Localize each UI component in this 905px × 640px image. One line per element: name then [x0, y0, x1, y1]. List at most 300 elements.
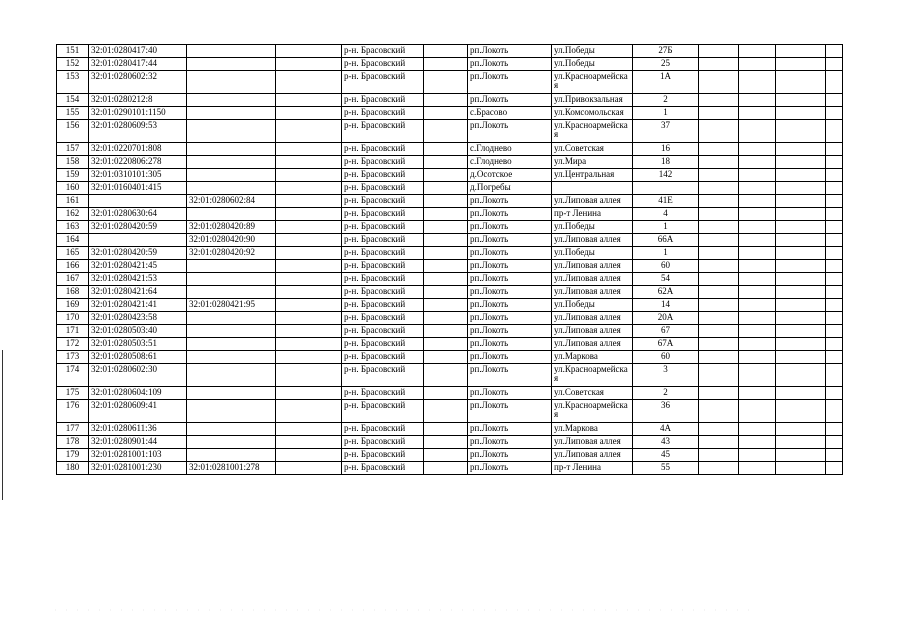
cadastral-number-cell: 32:01:0280417:44 — [89, 58, 187, 71]
empty-cell — [699, 338, 739, 351]
district-cell: р-н. Брасовский — [342, 462, 424, 475]
table-row — [57, 247, 843, 260]
empty-cell — [826, 299, 843, 312]
empty-cell — [776, 94, 826, 107]
empty-cell — [424, 247, 468, 260]
linked-cadastral-number-cell — [187, 182, 276, 195]
house-number-cell: 2 — [633, 94, 699, 107]
empty-cell — [699, 299, 739, 312]
row-number-cell: 163 — [57, 221, 89, 234]
locality-cell: рп.Локоть — [468, 208, 552, 221]
table-row — [57, 234, 843, 247]
row-number-cell: 168 — [57, 286, 89, 299]
table-row — [57, 195, 843, 208]
empty-cell — [776, 325, 826, 338]
empty-cell — [276, 436, 342, 449]
locality-cell: рп.Локоть — [468, 436, 552, 449]
linked-cadastral-number-cell — [187, 71, 276, 94]
row-number-cell: 152 — [57, 58, 89, 71]
cadastral-number-cell: 32:01:0280503:40 — [89, 325, 187, 338]
row-number-cell: 169 — [57, 299, 89, 312]
cadastral-number-cell: 32:01:0290101:1150 — [89, 107, 187, 120]
district-cell: р-н. Брасовский — [342, 120, 424, 143]
locality-cell: рп.Локоть — [468, 247, 552, 260]
empty-cell — [699, 387, 739, 400]
locality-cell: рп.Локоть — [468, 462, 552, 475]
empty-cell — [826, 325, 843, 338]
cadastral-number-cell: 32:01:0280630:64 — [89, 208, 187, 221]
row-number-cell: 158 — [57, 156, 89, 169]
empty-cell — [699, 260, 739, 273]
district-cell: р-н. Брасовский — [342, 260, 424, 273]
table-row — [57, 273, 843, 286]
district-cell: р-н. Брасовский — [342, 94, 424, 107]
empty-cell — [739, 299, 776, 312]
street-cell: ул.Победы — [552, 221, 633, 234]
empty-cell — [739, 449, 776, 462]
empty-cell — [826, 423, 843, 436]
empty-cell — [739, 143, 776, 156]
empty-cell — [739, 286, 776, 299]
cadastral-number-cell: 32:01:0280602:32 — [89, 71, 187, 94]
street-cell: ул.Победы — [552, 45, 633, 58]
cadastral-number-cell: 32:01:0280421:45 — [89, 260, 187, 273]
street-cell: ул.Липовая аллея — [552, 436, 633, 449]
empty-cell — [424, 260, 468, 273]
street-cell: ул.Липовая аллея — [552, 234, 633, 247]
empty-cell — [739, 364, 776, 387]
empty-cell — [424, 234, 468, 247]
table-row — [57, 400, 843, 423]
scan-edge-line — [2, 350, 3, 500]
empty-cell — [276, 312, 342, 325]
house-number-cell: 66А — [633, 234, 699, 247]
linked-cadastral-number-cell — [187, 387, 276, 400]
locality-cell: рп.Локоть — [468, 71, 552, 94]
empty-cell — [739, 120, 776, 143]
street-cell: ул.Маркова — [552, 351, 633, 364]
row-number-cell: 180 — [57, 462, 89, 475]
empty-cell — [776, 351, 826, 364]
property-registry-table — [56, 44, 843, 475]
empty-cell — [826, 107, 843, 120]
empty-cell — [776, 364, 826, 387]
table-row — [57, 208, 843, 221]
empty-cell — [424, 169, 468, 182]
locality-cell: рп.Локоть — [468, 120, 552, 143]
table-row — [57, 221, 843, 234]
empty-cell — [276, 423, 342, 436]
table-row — [57, 156, 843, 169]
house-number-cell: 1 — [633, 221, 699, 234]
empty-cell — [739, 94, 776, 107]
row-number-cell: 175 — [57, 387, 89, 400]
row-number-cell: 166 — [57, 260, 89, 273]
empty-cell — [699, 94, 739, 107]
locality-cell: рп.Локоть — [468, 299, 552, 312]
empty-cell — [424, 107, 468, 120]
empty-cell — [699, 325, 739, 338]
empty-cell — [776, 247, 826, 260]
row-number-cell: 167 — [57, 273, 89, 286]
row-number-cell: 173 — [57, 351, 89, 364]
cadastral-number-cell: 32:01:0280417:40 — [89, 45, 187, 58]
street-cell: пр-т Ленина — [552, 208, 633, 221]
cadastral-number-cell: 32:01:0280421:53 — [89, 273, 187, 286]
empty-cell — [826, 182, 843, 195]
empty-cell — [776, 45, 826, 58]
table-row — [57, 182, 843, 195]
empty-cell — [739, 45, 776, 58]
empty-cell — [276, 462, 342, 475]
cadastral-number-cell: 32:01:0280602:30 — [89, 364, 187, 387]
empty-cell — [424, 462, 468, 475]
house-number-cell: 1 — [633, 247, 699, 260]
locality-cell: рп.Локоть — [468, 364, 552, 387]
district-cell: р-н. Брасовский — [342, 156, 424, 169]
empty-cell — [276, 364, 342, 387]
house-number-cell: 67А — [633, 338, 699, 351]
linked-cadastral-number-cell — [187, 208, 276, 221]
cadastral-number-cell: 32:01:0160401:415 — [89, 182, 187, 195]
empty-cell — [739, 423, 776, 436]
empty-cell — [739, 221, 776, 234]
empty-cell — [424, 120, 468, 143]
empty-cell — [776, 143, 826, 156]
empty-cell — [826, 338, 843, 351]
house-number-cell: 18 — [633, 156, 699, 169]
row-number-cell: 164 — [57, 234, 89, 247]
empty-cell — [776, 71, 826, 94]
street-cell: ул.Липовая аллея — [552, 338, 633, 351]
empty-cell — [739, 387, 776, 400]
empty-cell — [424, 71, 468, 94]
empty-cell — [739, 351, 776, 364]
empty-cell — [699, 169, 739, 182]
row-number-cell: 174 — [57, 364, 89, 387]
row-number-cell: 161 — [57, 195, 89, 208]
district-cell: р-н. Брасовский — [342, 221, 424, 234]
empty-cell — [776, 436, 826, 449]
district-cell: р-н. Брасовский — [342, 273, 424, 286]
house-number-cell: 41Е — [633, 195, 699, 208]
district-cell: р-н. Брасовский — [342, 234, 424, 247]
linked-cadastral-number-cell — [187, 325, 276, 338]
table-row — [57, 45, 843, 58]
empty-cell — [276, 221, 342, 234]
linked-cadastral-number-cell — [187, 143, 276, 156]
locality-cell: рп.Локоть — [468, 273, 552, 286]
empty-cell — [826, 462, 843, 475]
linked-cadastral-number-cell: 32:01:0280420:89 — [187, 221, 276, 234]
linked-cadastral-number-cell — [187, 58, 276, 71]
empty-cell — [276, 260, 342, 273]
cadastral-number-cell: 32:01:0220701:808 — [89, 143, 187, 156]
house-number-cell: 25 — [633, 58, 699, 71]
street-cell: ул.Мира — [552, 156, 633, 169]
empty-cell — [276, 400, 342, 423]
empty-cell — [276, 169, 342, 182]
empty-cell — [739, 400, 776, 423]
district-cell: р-н. Брасовский — [342, 169, 424, 182]
empty-cell — [826, 195, 843, 208]
empty-cell — [276, 299, 342, 312]
district-cell: р-н. Брасовский — [342, 195, 424, 208]
cadastral-number-cell: 32:01:0280423:58 — [89, 312, 187, 325]
house-number-cell: 4А — [633, 423, 699, 436]
house-number-cell: 67 — [633, 325, 699, 338]
linked-cadastral-number-cell — [187, 286, 276, 299]
empty-cell — [776, 208, 826, 221]
empty-cell — [776, 400, 826, 423]
table-row — [57, 260, 843, 273]
empty-cell — [276, 325, 342, 338]
empty-cell — [276, 387, 342, 400]
district-cell: р-н. Брасовский — [342, 364, 424, 387]
empty-cell — [424, 364, 468, 387]
street-cell: ул.Маркова — [552, 423, 633, 436]
linked-cadastral-number-cell — [187, 312, 276, 325]
row-number-cell: 153 — [57, 71, 89, 94]
cadastral-number-cell: 32:01:0280421:41 — [89, 299, 187, 312]
empty-cell — [424, 195, 468, 208]
empty-cell — [276, 120, 342, 143]
empty-cell — [776, 387, 826, 400]
empty-cell — [739, 71, 776, 94]
row-number-cell: 151 — [57, 45, 89, 58]
row-number-cell: 162 — [57, 208, 89, 221]
row-number-cell: 178 — [57, 436, 89, 449]
empty-cell — [276, 94, 342, 107]
street-cell: ул.Красноармейская — [552, 400, 633, 423]
empty-cell — [699, 120, 739, 143]
house-number-cell: 16 — [633, 143, 699, 156]
street-cell — [552, 182, 633, 195]
empty-cell — [776, 462, 826, 475]
linked-cadastral-number-cell — [187, 351, 276, 364]
cadastral-number-cell: 32:01:0280604:109 — [89, 387, 187, 400]
street-cell: ул.Победы — [552, 299, 633, 312]
table-row — [57, 107, 843, 120]
district-cell: р-н. Брасовский — [342, 58, 424, 71]
house-number-cell: 1 — [633, 107, 699, 120]
empty-cell — [276, 286, 342, 299]
empty-cell — [776, 195, 826, 208]
locality-cell: рп.Локоть — [468, 423, 552, 436]
empty-cell — [739, 273, 776, 286]
row-number-cell: 177 — [57, 423, 89, 436]
empty-cell — [826, 221, 843, 234]
cadastral-number-cell: 32:01:0280609:41 — [89, 400, 187, 423]
empty-cell — [424, 423, 468, 436]
empty-cell — [826, 169, 843, 182]
empty-cell — [276, 156, 342, 169]
house-number-cell: 60 — [633, 260, 699, 273]
house-number-cell: 43 — [633, 436, 699, 449]
empty-cell — [826, 58, 843, 71]
street-cell: ул.Липовая аллея — [552, 273, 633, 286]
empty-cell — [424, 351, 468, 364]
linked-cadastral-number-cell — [187, 260, 276, 273]
street-cell: ул.Советская — [552, 143, 633, 156]
district-cell: р-н. Брасовский — [342, 71, 424, 94]
table-row — [57, 462, 843, 475]
row-number-cell: 156 — [57, 120, 89, 143]
empty-cell — [699, 247, 739, 260]
table-body — [57, 45, 843, 475]
cadastral-number-cell: 32:01:0280901:44 — [89, 436, 187, 449]
cadastral-number-cell: 32:01:0281001:103 — [89, 449, 187, 462]
house-number-cell: 142 — [633, 169, 699, 182]
table-row — [57, 423, 843, 436]
empty-cell — [776, 423, 826, 436]
street-cell: ул.Центральная — [552, 169, 633, 182]
empty-cell — [699, 182, 739, 195]
street-cell: ул.Красноармейская — [552, 120, 633, 143]
table-row — [57, 94, 843, 107]
linked-cadastral-number-cell — [187, 107, 276, 120]
empty-cell — [424, 221, 468, 234]
table-row — [57, 71, 843, 94]
locality-cell: рп.Локоть — [468, 449, 552, 462]
empty-cell — [776, 286, 826, 299]
empty-cell — [699, 156, 739, 169]
empty-cell — [739, 436, 776, 449]
district-cell: р-н. Брасовский — [342, 247, 424, 260]
empty-cell — [826, 247, 843, 260]
empty-cell — [276, 338, 342, 351]
empty-cell — [826, 94, 843, 107]
empty-cell — [776, 58, 826, 71]
empty-cell — [739, 208, 776, 221]
empty-cell — [826, 351, 843, 364]
empty-cell — [276, 273, 342, 286]
empty-cell — [739, 169, 776, 182]
empty-cell — [776, 120, 826, 143]
empty-cell — [776, 107, 826, 120]
locality-cell: рп.Локоть — [468, 195, 552, 208]
locality-cell: рп.Локоть — [468, 387, 552, 400]
street-cell: ул.Липовая аллея — [552, 286, 633, 299]
street-cell: ул.Победы — [552, 58, 633, 71]
house-number-cell: 60 — [633, 351, 699, 364]
empty-cell — [826, 436, 843, 449]
linked-cadastral-number-cell: 32:01:0280420:92 — [187, 247, 276, 260]
empty-cell — [424, 436, 468, 449]
empty-cell — [826, 286, 843, 299]
empty-cell — [276, 71, 342, 94]
street-cell: ул.Красноармейская — [552, 364, 633, 387]
house-number-cell: 4 — [633, 208, 699, 221]
district-cell: р-н. Брасовский — [342, 182, 424, 195]
empty-cell — [276, 234, 342, 247]
empty-cell — [424, 143, 468, 156]
linked-cadastral-number-cell — [187, 94, 276, 107]
house-number-cell: 54 — [633, 273, 699, 286]
cadastral-number-cell: 32:01:0310101:305 — [89, 169, 187, 182]
empty-cell — [699, 208, 739, 221]
empty-cell — [739, 156, 776, 169]
row-number-cell: 170 — [57, 312, 89, 325]
linked-cadastral-number-cell: 32:01:0281001:278 — [187, 462, 276, 475]
empty-cell — [276, 208, 342, 221]
locality-cell: д.Осотское — [468, 169, 552, 182]
empty-cell — [739, 260, 776, 273]
table-row — [57, 436, 843, 449]
empty-cell — [424, 325, 468, 338]
empty-cell — [699, 273, 739, 286]
empty-cell — [424, 45, 468, 58]
empty-cell — [424, 400, 468, 423]
empty-cell — [826, 312, 843, 325]
empty-cell — [276, 351, 342, 364]
empty-cell — [699, 364, 739, 387]
row-number-cell: 172 — [57, 338, 89, 351]
district-cell: р-н. Брасовский — [342, 312, 424, 325]
empty-cell — [826, 273, 843, 286]
house-number-cell: 36 — [633, 400, 699, 423]
row-number-cell: 179 — [57, 449, 89, 462]
row-number-cell: 171 — [57, 325, 89, 338]
empty-cell — [424, 338, 468, 351]
empty-cell — [776, 299, 826, 312]
empty-cell — [424, 387, 468, 400]
table-row — [57, 169, 843, 182]
empty-cell — [424, 156, 468, 169]
empty-cell — [424, 286, 468, 299]
district-cell: р-н. Брасовский — [342, 436, 424, 449]
empty-cell — [276, 58, 342, 71]
table-row — [57, 58, 843, 71]
locality-cell: рп.Локоть — [468, 338, 552, 351]
cadastral-number-cell: 32:01:0280420:59 — [89, 221, 187, 234]
linked-cadastral-number-cell — [187, 273, 276, 286]
street-cell: ул.Липовая аллея — [552, 260, 633, 273]
table-row — [57, 299, 843, 312]
locality-cell: рп.Локоть — [468, 351, 552, 364]
street-cell: ул.Привокзальная — [552, 94, 633, 107]
locality-cell: рп.Локоть — [468, 45, 552, 58]
empty-cell — [424, 449, 468, 462]
empty-cell — [424, 182, 468, 195]
locality-cell: рп.Локоть — [468, 260, 552, 273]
empty-cell — [699, 195, 739, 208]
empty-cell — [826, 71, 843, 94]
house-number-cell: 27Б — [633, 45, 699, 58]
cadastral-number-cell: 32:01:0280611:36 — [89, 423, 187, 436]
district-cell: р-н. Брасовский — [342, 338, 424, 351]
empty-cell — [776, 273, 826, 286]
street-cell: ул.Победы — [552, 247, 633, 260]
street-cell: ул.Красноармейская — [552, 71, 633, 94]
cadastral-number-cell: 32:01:0280503:51 — [89, 338, 187, 351]
street-cell: ул.Липовая аллея — [552, 325, 633, 338]
empty-cell — [826, 143, 843, 156]
empty-cell — [699, 234, 739, 247]
street-cell: пр-т Ленина — [552, 462, 633, 475]
empty-cell — [776, 221, 826, 234]
empty-cell — [699, 45, 739, 58]
empty-cell — [699, 312, 739, 325]
locality-cell: д.Погребы — [468, 182, 552, 195]
linked-cadastral-number-cell: 32:01:0280602:84 — [187, 195, 276, 208]
empty-cell — [699, 143, 739, 156]
row-number-cell: 165 — [57, 247, 89, 260]
house-number-cell: 62А — [633, 286, 699, 299]
empty-cell — [776, 182, 826, 195]
empty-cell — [424, 299, 468, 312]
district-cell: р-н. Брасовский — [342, 286, 424, 299]
